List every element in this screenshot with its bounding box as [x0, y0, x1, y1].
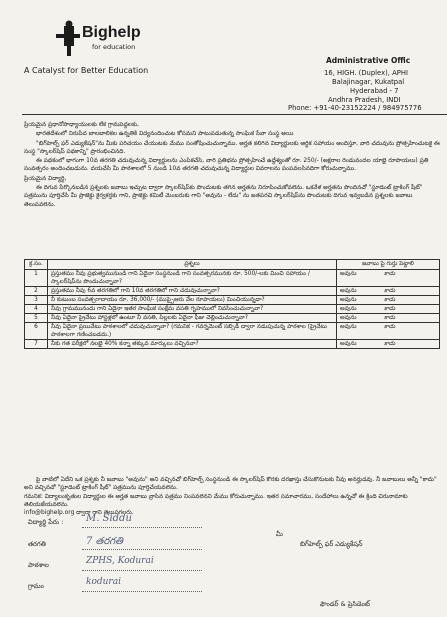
- class-value[interactable]: 7 తరగతి: [86, 536, 123, 547]
- row-answer: [337, 287, 440, 296]
- signoff-title: ఫౌండర్ & ప్రెసిడెంట్: [320, 600, 370, 608]
- answer-yes: అవును: [340, 297, 357, 303]
- row-question: ప్రస్తుతము నీవు ప్రభుత్వమునుండి గాని ఏదైనా సంస్థనుండి గాని సంవత్సరమునకు రూ. 500/-లకు మించి సహాయం / స్కాలర్‌షిప్‌ను పొందుచున్నావా?: [48, 270, 337, 287]
- answer-no: కాదు: [384, 306, 396, 312]
- table-header-row: [25, 260, 440, 270]
- row-question: నీవు ఏదైనా ప్రైవేటు హాస్టళ్లలో ఉంటూ నీ వసతి, పిల్లలకు ఏదైనా ఫీజు చెల్లించుచున్నావా?: [48, 314, 337, 323]
- row-answer: [337, 314, 440, 323]
- answer-no: కాదు: [384, 297, 396, 303]
- questions-table: [24, 259, 440, 349]
- letter-paragraph: ఈ దిగువ పేర్కొనబడిన ప్రశ్నలకు జవాబు ఇచ్చుట ద్వారా స్కాలర్‌షిప్‌కు పొందుటకు తగిన అర్హతను నిరూపించుకోవలెను. ఒకవేళ అర్హతను పొందినచో "స్టూడెంట్ ట్రాకింగ్ షీట్" పత్రమును పూర్తిచేసి మీ ప్రాజెక్టు కైర్వకర్తకు గాని, ప్రాజెక్టు కమిటీ మెంబరుకు గాని "అవును - లేదు" ను జతపరచి స్కాలర్‌షిప్‌ను పొందుటకు దిగువ ఇవ్వబడిన ప్రశ్నలకు జవాబు తెలుపవలెను.: [24, 185, 423, 208]
- address-line: Balajinagar, Kukatpal: [332, 78, 405, 86]
- table-row: [25, 270, 440, 287]
- answer-no: కాదు: [384, 315, 396, 321]
- footer-contact: info@bighelp.org ద్వారా గాని తెలుపగలరు.: [24, 510, 134, 517]
- row-number: 5: [25, 314, 48, 323]
- answer-yes: అవును: [340, 324, 357, 330]
- row-question: నీవు గ్రామమునందు గాని ఏదైనా ఇతర సాంఘిక సంక్షేమ వసతి గృహములో నివసించుచున్నావా?: [48, 305, 337, 314]
- village-value[interactable]: kodurai: [86, 577, 121, 587]
- column-header-sn: క్ర.సం.: [25, 260, 48, 270]
- class-label: తరగతి: [28, 540, 46, 548]
- answer-yes: అవును: [340, 306, 357, 312]
- school-value[interactable]: ZPHS, Kodurai: [86, 556, 154, 566]
- letter-paragraph: ప్రియమైన ప్రధానోపాధ్యాయులకు లేక గ్రామపెద్దలకు,: [24, 122, 139, 128]
- letter-body: [24, 121, 442, 210]
- answer-no: కాదు: [384, 271, 396, 277]
- row-number: 1: [25, 270, 48, 287]
- letter-paragraph: ఈ పథకంలో భాగంగా 10వ తరగతి చదువుచున్న విద్యార్థులను ఎంపికచేసి, వారి ప్రతిభను ప్రోత్సహించే ఉద్దేశ్యంతో రూ. 250/- (అక్షరాల రెండువందల యాభై రూపాయలు) ప్రతి సంవత్సరం అందించబడును. దయచేసి మీ పాఠశాలలో 5 నుండి 10వ తరగతి చదువుచున్న విద్యార్థుల వివరాలను పంపవలసినదిగా కోరుచున్నాము.: [24, 158, 429, 173]
- table-row: [25, 340, 440, 349]
- row-number: 6: [25, 323, 48, 340]
- row-answer: [337, 296, 440, 305]
- row-number: 7: [25, 340, 48, 349]
- row-question: నీ కుటుంబ సంవత్సరాదాయం రూ. 36,000/- (ముప్పైఆరు వేల రూపాయలు) మించియున్నదా?: [48, 296, 337, 305]
- column-header-answer: జవాబు పై గుర్తు పెట్టాలి: [337, 260, 440, 270]
- village-line: [82, 591, 202, 592]
- letter-paragraph: భారతదేశంలో నిరుపేద బాలబాలికల ఉన్నతికి విద్యనందించుట కోసమని పాటుపడుతున్న సాంఘిక సేవా సంస్థ అయి: [36, 131, 294, 138]
- office-title: Administrative Offic: [326, 56, 411, 65]
- table-row: [25, 287, 440, 296]
- class-line: [82, 549, 202, 550]
- answer-yes: అవును: [340, 341, 357, 347]
- answer-yes: అవును: [340, 315, 357, 321]
- row-answer: [337, 323, 440, 340]
- table-row: [25, 314, 440, 323]
- row-question: నీకు గత పరీక్షలో నలభై 40% కన్నా తక్కువ మార్కులు వచ్చినవా?: [48, 340, 337, 349]
- row-question: ప్రస్తుతము నీవు 6వ తరగతిలో గాని 10వ తరగతిలో గాని చదువుచున్నావా?: [48, 287, 337, 296]
- signoff-line-2: బిగ్‌హెల్ప్ ఫర్ ఎడ్యుకేషన్: [300, 540, 363, 548]
- address-line: Hyderabad - 7: [350, 87, 399, 95]
- answer-yes: అవును: [340, 288, 357, 294]
- school-line: [82, 570, 202, 571]
- footer-body: [24, 476, 442, 517]
- student-name-value[interactable]: M. Siddu: [86, 513, 132, 524]
- column-header-question: ప్రశ్నలు: [48, 260, 337, 270]
- bighelp-logo-icon: [56, 20, 80, 58]
- row-number: 2: [25, 287, 48, 296]
- tagline: A Catalyst for Better Education: [24, 66, 149, 75]
- letter-paragraph: "బిగ్‌హెల్ప్ ఫర్ ఎడ్యుకేషన్"ను మీకు పరిచయం చేయుటకు మేము సంతోషించుచున్నాము. అర్హత కలిగిన విద్యార్థులకు ఆర్థిక సహాయం అందిస్తూ, వారి చదువును ప్రోత్సహించుటకై ఈ సంస్థ "స్కాలర్‌షిప్ పథకాన్ని" ప్రారంభించినది.: [24, 140, 440, 155]
- footer-paragraph: పై వాటిలో ఏదేని ఒక ప్రశ్నకు నీ జవాబు "అవును" అని వచ్చినచో బిగ్‌హెల్ప్ సంస్థనుండి ఈ స్కాలర్‌షిప్ కొరకు దరఖాస్తు చేసుకొనుటకు నీవు అనర్హుడవు. నీ జవాబులు అన్నీ "కాదు" అని వచ్చినచో "స్టూడెంట్ ట్రాకింగ్ షీట్" పత్రమును పూర్తిచేయవలెను.: [24, 477, 437, 492]
- row-answer: [337, 340, 440, 349]
- answer-no: కాదు: [384, 288, 396, 294]
- school-label: పాఠశాల: [28, 561, 49, 569]
- signoff-line-1: మీ: [276, 530, 283, 538]
- address-line: Andhra Pradesh, INDI: [328, 96, 401, 104]
- answer-no: కాదు: [384, 341, 396, 347]
- brand-name: Bighelp: [82, 24, 141, 41]
- table-row: [25, 305, 440, 314]
- answer-yes: అవును: [340, 271, 357, 277]
- row-number: 4: [25, 305, 48, 314]
- table-row: [25, 323, 440, 340]
- footer-paragraph: గమనిక: విద్యాలంకృతుల విద్యార్థుల ఈ అర్హత జవాబు వ్రాసిన పత్రము నింపవలెనని మేము కోరుచున్నాము. ఇతర సమాచారము, సందేహాలు ఉన్నచో ఈ క్రింది చిరునామాకు తెలియజేయవలెను.: [24, 493, 408, 508]
- row-answer: [337, 270, 440, 287]
- phone-number: Phone: +91-40-23152224 / 984975776: [288, 104, 422, 112]
- brand-subtitle: for education: [92, 43, 136, 51]
- row-number: 3: [25, 296, 48, 305]
- row-answer: [337, 305, 440, 314]
- header-divider: [22, 114, 447, 115]
- answer-no: కాదు: [384, 324, 396, 330]
- letter-paragraph: ప్రియమైన విద్యార్థి,: [24, 175, 67, 182]
- village-label: గ్రామం: [28, 582, 44, 590]
- student-name-line: [82, 527, 202, 528]
- table-row: [25, 296, 440, 305]
- student-name-label: విద్యార్థి పేరు :: [28, 518, 64, 526]
- row-question: నీవు ఏదైనా ప్రయివేటు పాఠశాలలో చదువుచున్నావా? (గమనిక - గవర్నమెంట్ సబ్సిడీ ద్వారా నడుపుచున్న పాఠశాల (ప్రైవేటు పాఠశాలగా గణించబడదు.): [48, 323, 337, 340]
- address-line: 16, HIGH. (Duplex), APHI: [324, 69, 408, 77]
